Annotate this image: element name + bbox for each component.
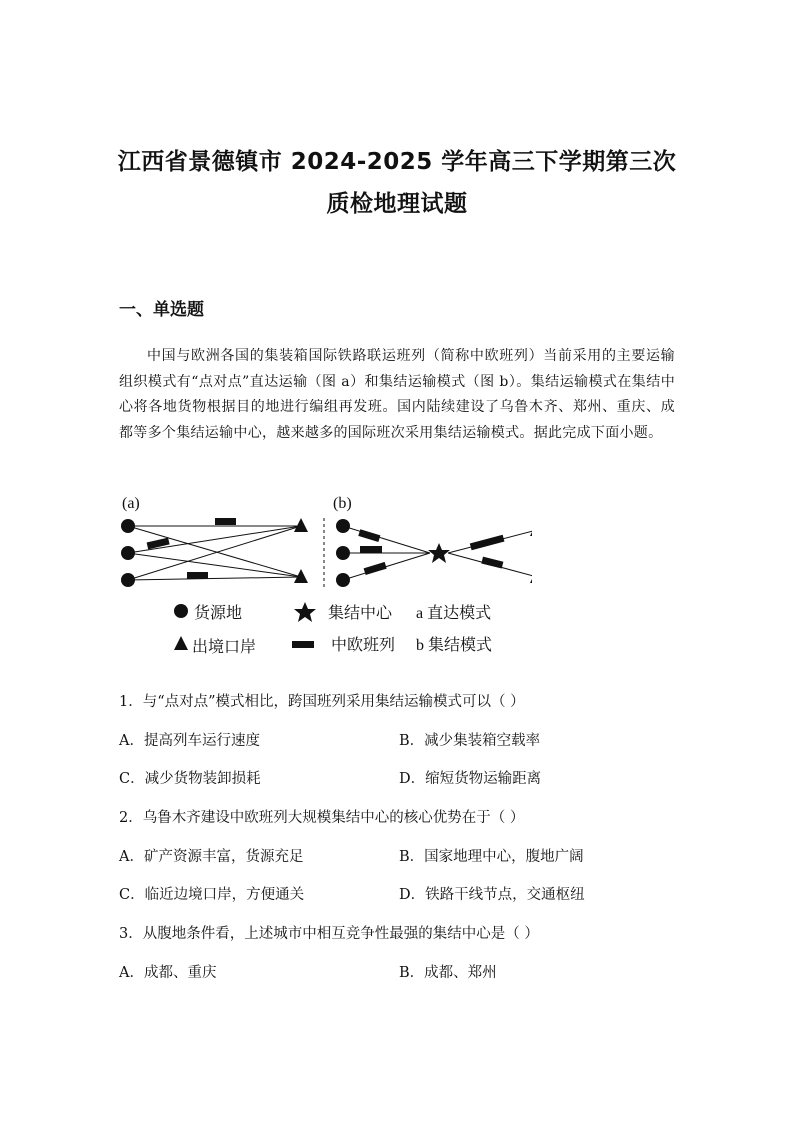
legend-hub-symbol [294, 602, 316, 622]
section-heading: 一、单选题 [119, 300, 204, 320]
legend-train-label: 中欧班列 [331, 635, 396, 654]
question-2-stem: 2．乌鲁木齐建设中欧班列大规模集结中心的核心优势在于（ ） [119, 810, 525, 826]
panel-a-label: (a) [122, 495, 140, 512]
train-bar [360, 546, 382, 553]
train-bar [215, 518, 236, 525]
question-3-stem: 3．从腹地条件看，上述城市中相互竞争性最强的集结中心是（ ） [119, 926, 539, 942]
legend-port-symbol [174, 636, 188, 650]
source-point [121, 519, 135, 533]
legend-source-label: 货源地 [194, 603, 243, 622]
question-2-option-d[interactable]: D．铁路干线节点，交通枢纽 [399, 887, 585, 903]
port-triangle [294, 518, 308, 532]
hub-star [428, 543, 450, 563]
train-bar [358, 529, 380, 542]
question-1-option-b[interactable]: B．减少集装箱空载率 [399, 733, 541, 749]
legend-source-symbol [174, 604, 188, 618]
question-1-option-c[interactable]: C．减少货物装卸损耗 [119, 771, 261, 787]
question-1-stem: 1．与“点对点”模式相比，跨国班列采用集结运输模式可以（ ） [119, 694, 525, 710]
source-point [121, 573, 135, 587]
source-point [336, 573, 350, 587]
question-3-option-b[interactable]: B．成都、郑州 [399, 965, 497, 981]
question-1-option-a[interactable]: A．提高列车运行速度 [119, 733, 260, 749]
source-point [336, 546, 350, 560]
source-point [336, 519, 350, 533]
legend-hub-mode-label: b 集结模式 [416, 637, 493, 654]
page-title-line1: 江西省景德镇市 2024-2025 学年高三下学期第三次 [117, 149, 677, 175]
train-bar [364, 562, 387, 575]
question-2-option-b[interactable]: B．国家地理中心，腹地广阔 [399, 849, 584, 865]
train-bar [147, 538, 170, 550]
transport-mode-figure [112, 488, 532, 664]
legend-port-label: 出境口岸 [192, 637, 257, 656]
question-1-option-d[interactable]: D．缩短货物运输距离 [399, 771, 542, 787]
panel-a-routes [128, 526, 301, 580]
port-triangle [530, 522, 532, 536]
question-3-option-a[interactable]: A．成都、重庆 [119, 965, 217, 981]
source-point [121, 546, 135, 560]
panel-b-label: (b) [333, 495, 352, 512]
intro-paragraph: 中国与欧洲各国的集装箱国际铁路联运班列（简称中欧班列）当前采用的主要运输组织模式有“点对点”直达运输（图 a）和集结运输模式（图 b）。集结运输模式在集结中心将各地货物根据目的地进行编组再发班。国内陆续建设了乌鲁木齐、郑州、重庆、成都等多个集结运输中心，越来越多的国际班次采用集结运输模式。据此完成下面小题。 [119, 348, 675, 441]
train-bar [481, 557, 503, 569]
page-title-line2: 质检地理试题 [326, 191, 468, 217]
legend-train-symbol [292, 641, 314, 648]
legend-direct-label: a 直达模式 [416, 605, 492, 622]
question-2-option-c[interactable]: C．临近边境口岸，方便通关 [119, 887, 305, 903]
question-2-option-a[interactable]: A．矿产资源丰富，货源充足 [119, 849, 304, 865]
train-bar [470, 535, 505, 551]
train-bar [187, 572, 208, 579]
legend-hub-label: 集结中心 [328, 603, 393, 622]
